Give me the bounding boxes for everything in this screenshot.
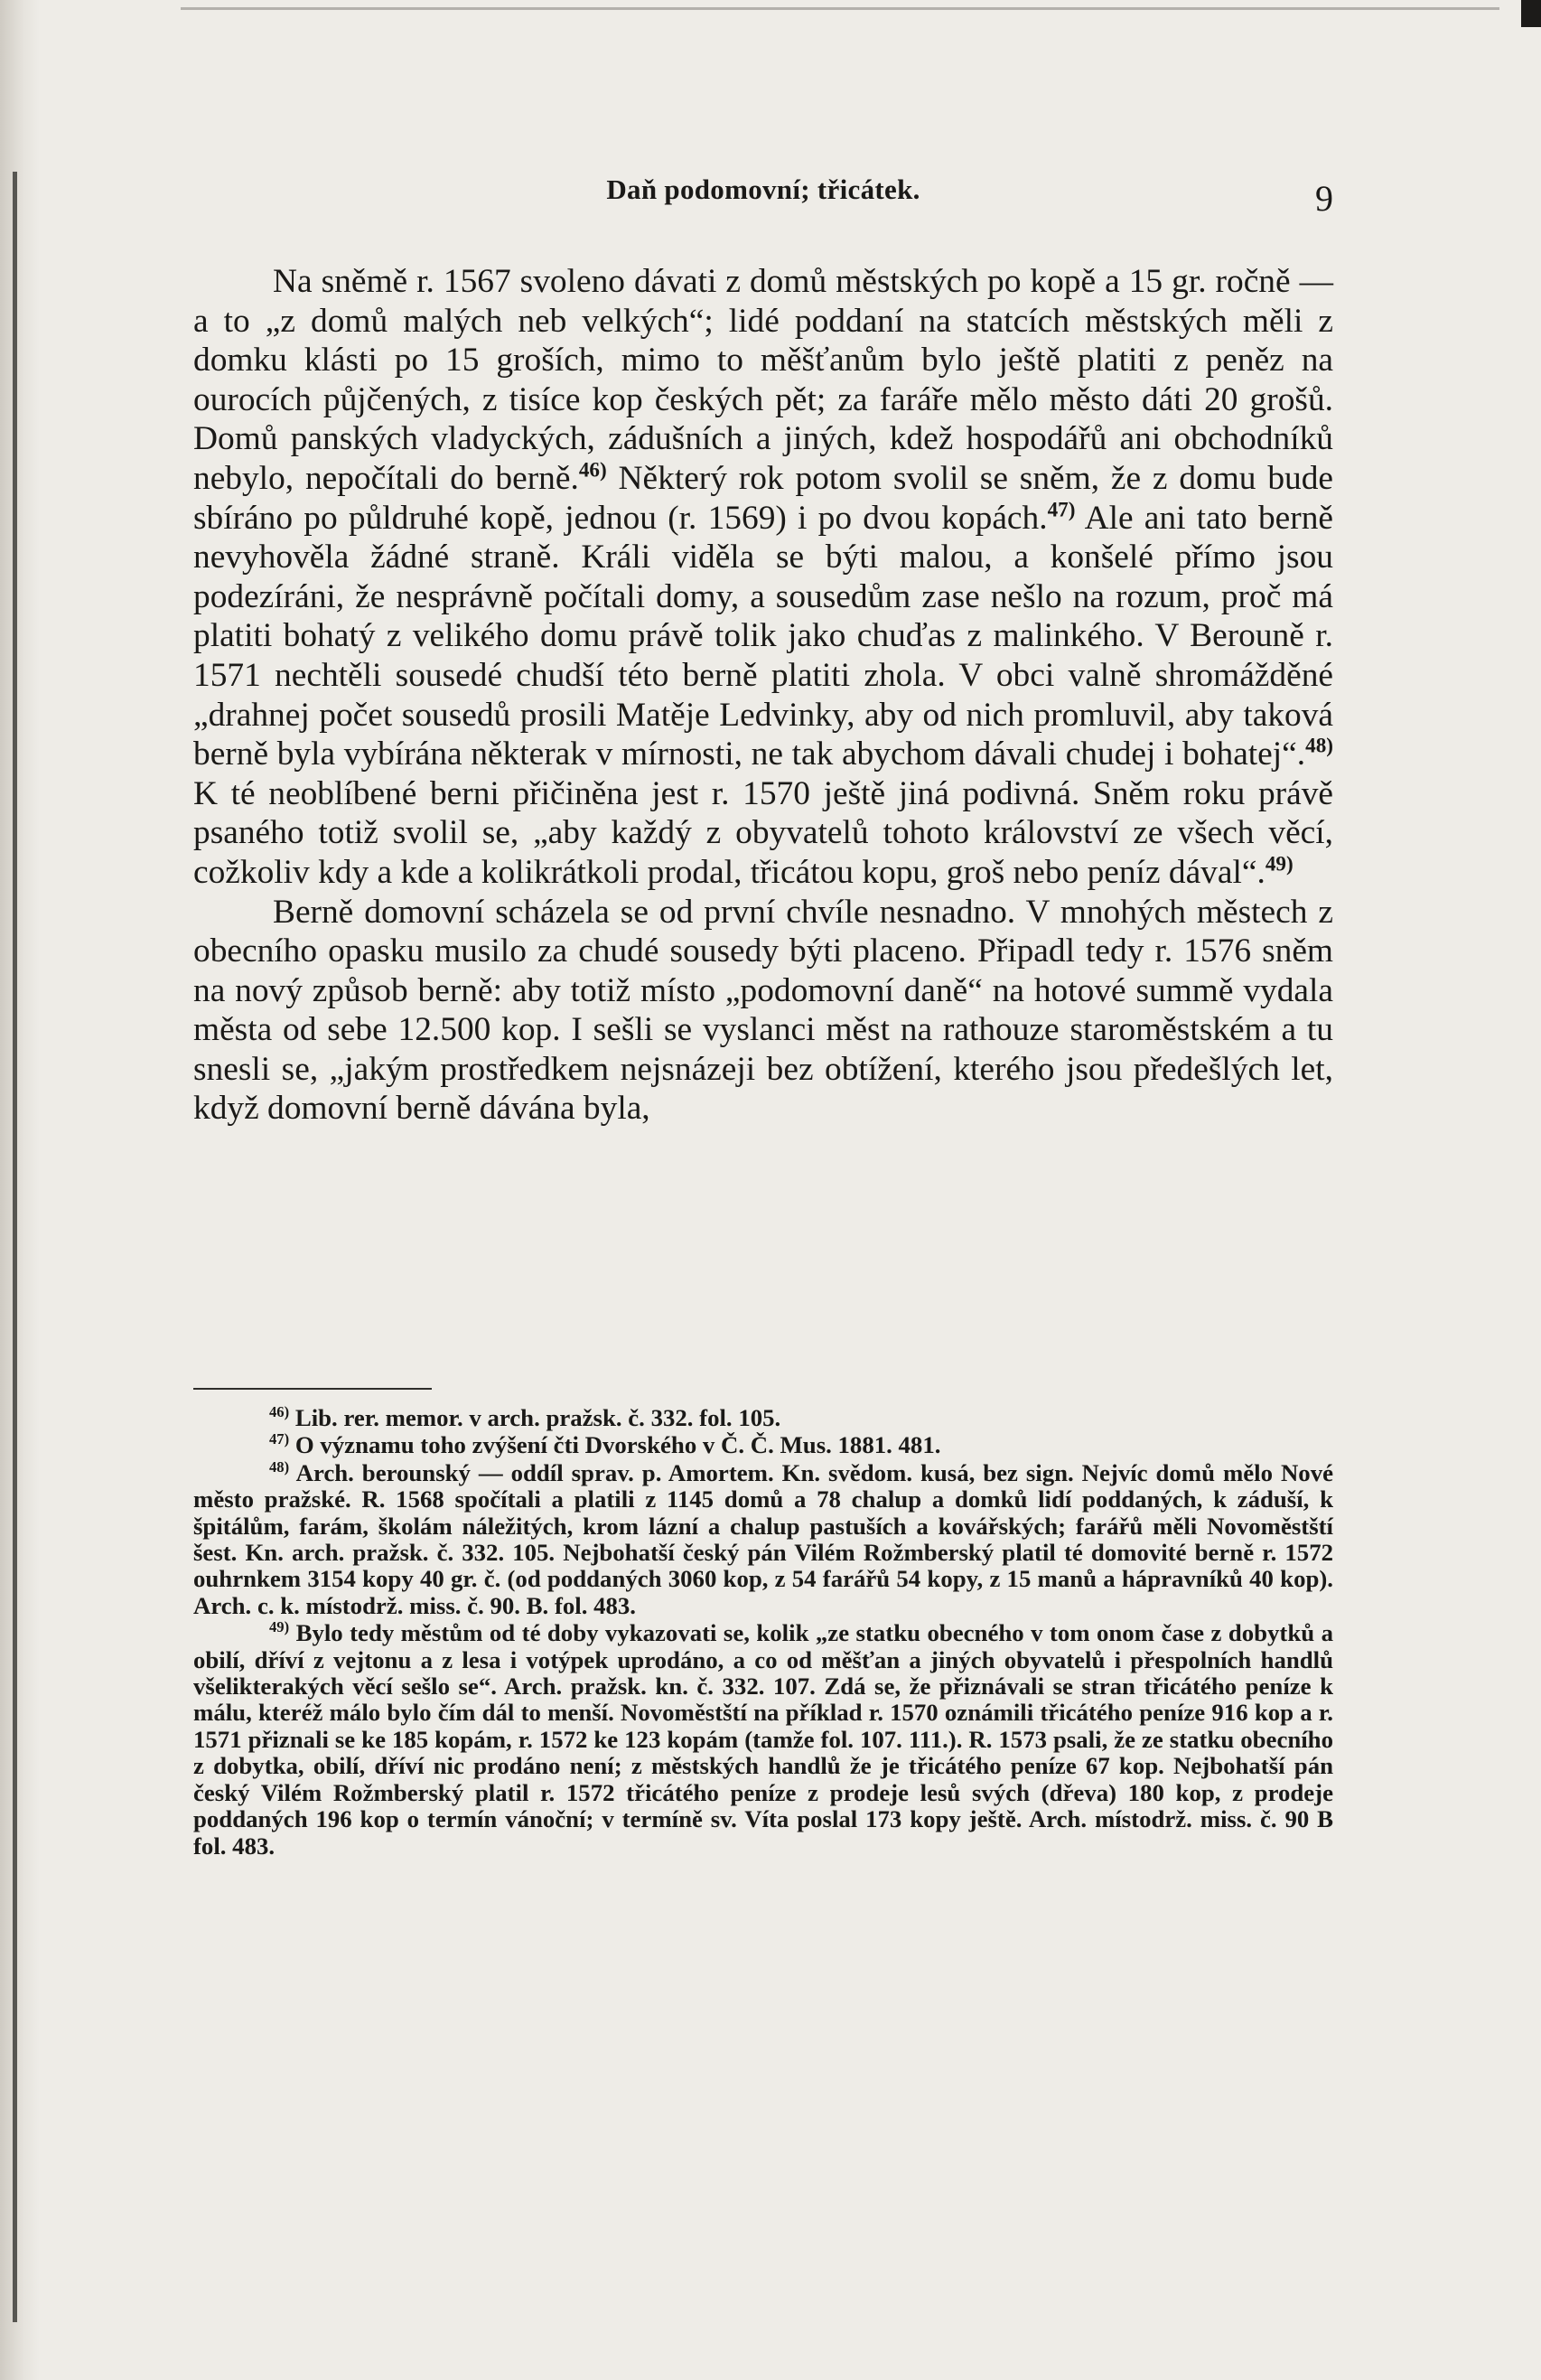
footnote-marker: 48)	[269, 1457, 290, 1476]
footnote-text: Lib. rer. memor. v arch. pražsk. č. 332. fol. 105.	[289, 1404, 781, 1431]
main-text	[193, 262, 1333, 1129]
footnote	[193, 1432, 1333, 1458]
paragraph	[193, 893, 1333, 1129]
footnote-ref: 48)	[1305, 734, 1333, 758]
footnote	[193, 1405, 1333, 1431]
text-run: Ale ani tato berně nevyhověla žádné straně. Králi viděla se býti malou, a konšelé přímo jsou podezíráni, že nesprávně počítali domy, a sousedům zase nešlo na rozum, proč má platiti bohatý z velikého domu právě tolik jako chuďas z malinkého. V Berouně r. 1571 nechtěli sousedé chudší této berně platiti zhola. V obci valně shromážděné „drahnej počet sousedů prosili Matěje Ledvinky, aby od nich promluvil, aby taková berně byla vybírána některak v mírnosti, ne tak abychom dávali chudej i bohatej“.	[193, 499, 1333, 773]
footnote-ref: 46)	[578, 458, 607, 483]
footnote	[193, 1620, 1333, 1860]
text-run: Na sněmě r. 1567 svoleno dávati z domů městských po kopě a 15 gr. ročně — a to „z domů malých neb velkých“; lidé poddaní na statcích městských měli z domku klásti po 15 groších, mimo to měšťanům bylo ještě platiti z peněz na ourocích půjčených, z tisíce kop českých pět; za faráře mělo město dáti 20 grošů. Domů panských vladyckých, zádušních a jiných, kdež hospodářů ani obchodníků nebylo, nepočítali do berně.	[193, 263, 1333, 497]
footnote-divider	[193, 1388, 432, 1390]
text-run: Berně domovní scházela se od první chvíle nesnadno. V mnohých městech z obecního opasku musilo za chudé sousedy býti placeno. Připadl tedy r. 1576 sněm na nový způsob berně: aby totiž místo „podomovní daně“ na hotové summě vydala města od sebe 12.500 kop. I sešli se vyslanci měst na rathouze staroměstském a tu snesli se, „jakým prostředkem nejsnázeji bez obtížení, kterého jsou předešlých let, když domovní berně dávána byla,	[193, 893, 1333, 1128]
scan-binding-shadow	[13, 172, 17, 2322]
footnote-marker: 49)	[269, 1618, 290, 1636]
page-number: 9	[1315, 178, 1333, 219]
scan-page-edge	[0, 0, 40, 2380]
text-run: Některý rok potom svolil se sněm, že z domu bude sbíráno po půldruhé kopě, jednou (r. 1569) i po dvou kopách.	[193, 459, 1334, 537]
footnote-text: O významu toho zvýšení čti Dvorského v Č. Č. Mus. 1881. 481.	[289, 1431, 941, 1459]
footnote-text: Bylo tedy městům od té doby vykazovati se, kolik „ze statku obecného v tom onom čase z dobytků a obilí, dříví z vejtonu a z lesa i votýpek uprodáno, a co od měšťan a jiných obyvatelů i přespolních handlů všelikterakých věcí sešlo se“. Arch. pražsk. kn. č. 332. 107. Zdá se, že přiznávali se stran třicátého peníze k málu, kteréž málo bylo čím dál to menší. Novoměstští na příklad r. 1570 oznámili třicátého peníze 916 kop a r. 1571 přiznali se ke 185 kopám, r. 1572 ke 123 kopám (tamže fol. 107. 111.). R. 1573 psali, že ze statku obecního z dobytka, obilí, dříví nic prodáno není; z městských handlů že je třicátého peníze 67 kop. Nejbohatší pán český Vilém Rožmberský platil r. 1572 třicátého peníze z prodeje lesů svých (dřeva) 180 kop, z prodeje poddaných 196 kop o termín vánoční; v termíně sv. Víta poslal 173 kopy ještě. Arch. místodrž. miss. č. 90 B fol. 483.	[193, 1619, 1333, 1860]
footnotes	[193, 1405, 1333, 1860]
scan-top-edge	[181, 7, 1499, 10]
footnote	[193, 1457, 1333, 1619]
footnote-marker: 46)	[269, 1403, 290, 1421]
paragraph	[193, 262, 1333, 893]
footnote-ref: 47)	[1047, 498, 1076, 522]
footnote-ref: 49)	[1265, 852, 1294, 876]
page-header	[193, 173, 1333, 217]
running-title: Daň podomovní; třicátek.	[606, 173, 920, 205]
text-run: K té neoblíbené berni přičiněna jest r. 1570 ještě jiná podivná. Sněm roku právě psaného totiž svolil se, „aby každý z obyvatelů tohoto království ze všech věcí, cožkoliv kdy a kde a kolikrátkoli prodal, třicátou kopu, groš nebo peníz dával“.	[193, 774, 1333, 891]
footnote-marker: 47)	[269, 1430, 290, 1448]
footnote-text: Arch. berounský — oddíl sprav. p. Amortem. Kn. svědom. kusá, bez sign. Nejvíc domů mělo Nové město pražské. R. 1568 spočítali a platili z 1145 domů a 78 chalup a domků lidí poddaných, k záduší, k špitálům, farám, školám náležitých, krom lázní a chalup pastuších a kovářských; farářů měli Novoměstští šest. Kn. arch. pražsk. č. 332. 105. Nejbohatší český pán Vilém Rožmberský platil té domovité berně r. 1572 ouhrnkem 3154 kopy 40 gr. č. (od poddaných 3060 kop, z 54 farářů 54 kopy, z 15 manů a hápravníků 40 kop). Arch. c. k. místodrž. miss. č. 90. B. fol. 483.	[193, 1458, 1333, 1619]
scan-corner-mark	[1521, 0, 1541, 27]
